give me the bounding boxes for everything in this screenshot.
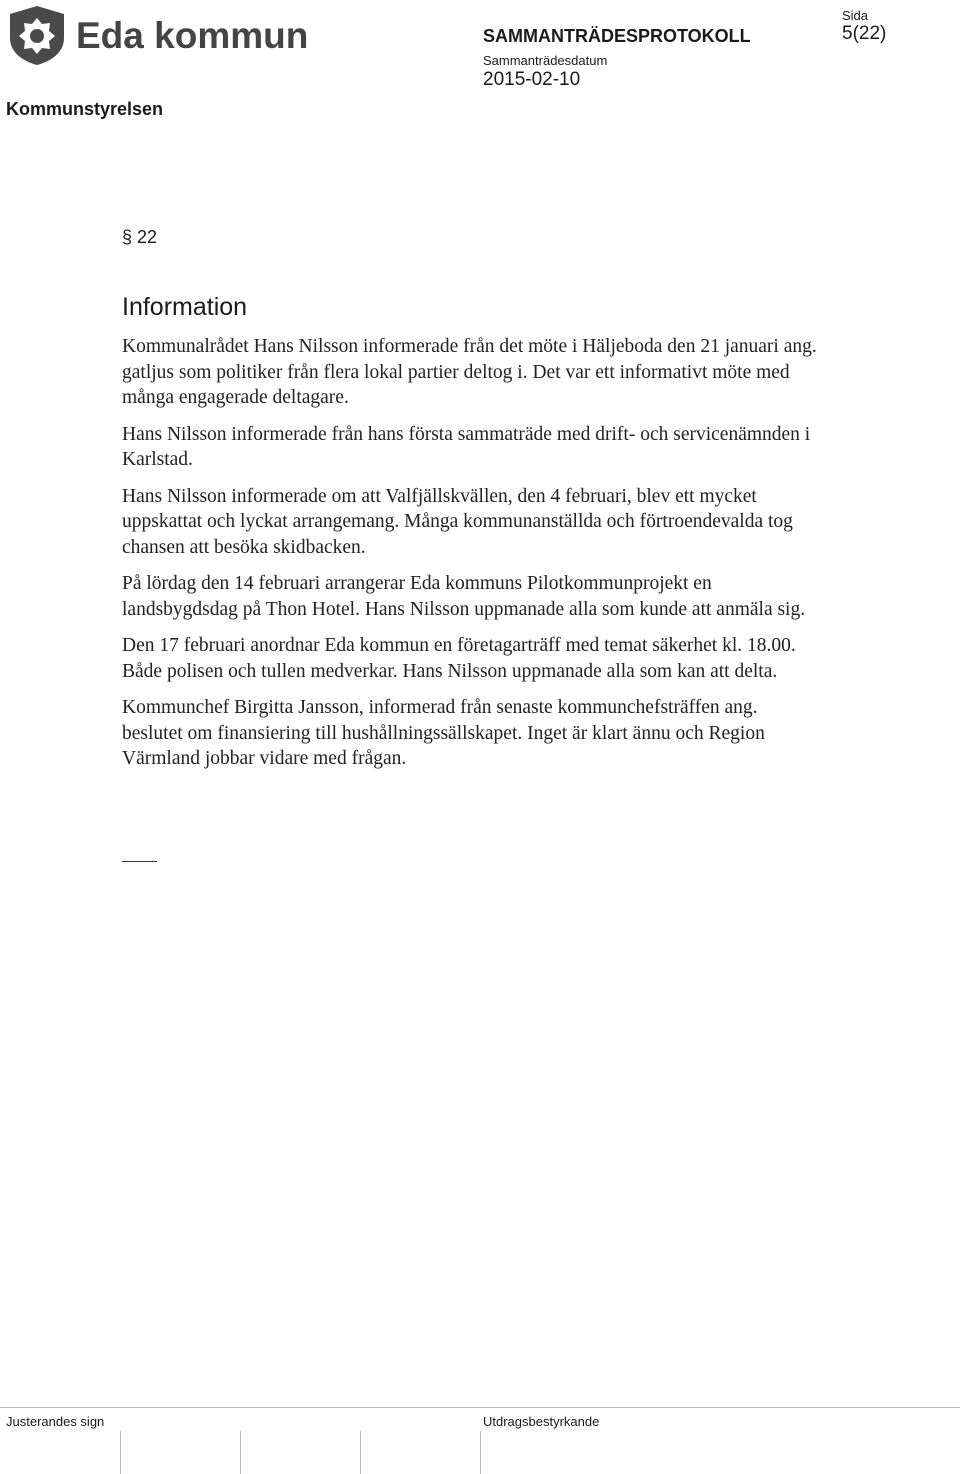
section-body <box>122 334 822 783</box>
eda-kommun-crest-icon <box>6 4 68 66</box>
paragraph: Kommunalrådet Hans Nilsson informerade från det möte i Häljeboda den 21 januari ang. gatljus som politiker från flera lokal partier deltog i. Det var ett informativt möte med många engagerade deltagare. <box>122 336 817 408</box>
footer-divider <box>0 1407 960 1408</box>
paragraph: Hans Nilsson informerade om att Valfjällskvällen, den 4 februari, blev ett mycket uppskattat och lyckat arrangemang. Många kommunanställda och förtroendevalda tog chansen att besöka skidbacken. <box>122 485 793 558</box>
committee-name: Kommunstyrelsen <box>6 99 164 119</box>
meeting-date-label: Sammanträdesdatum <box>483 53 608 68</box>
section-end-rule <box>122 861 157 862</box>
document-type: SAMMANTRÄDESPROTOKOLL <box>483 26 751 46</box>
signature-label: Justerandes sign <box>6 1414 105 1429</box>
signature-box-divider <box>240 1431 241 1474</box>
page-label: Sida <box>842 8 869 23</box>
paragraph: Den 17 februari anordnar Eda kommun en företagarträff med temat säkerhet kl. 18.00. Både polisen och tullen medverkar. Hans Nilsson uppmanade alla som kan att delta. <box>122 635 796 682</box>
section-title: Information <box>122 293 248 321</box>
paragraph: Hans Nilsson informerade från hans första sammaträde med drift- och servicenämnden i Karlstad. <box>122 423 811 470</box>
signature-box-divider <box>360 1431 361 1474</box>
page-number: 5(22) <box>842 23 887 44</box>
paragraph: Kommunchef Birgitta Jansson, informerad från senaste kommunchefsträffen ang. beslutet om finansiering till hushållningssällskapet. Inget är klart ännu och Region Värmland jobbar vidare med frågan. <box>122 697 765 769</box>
paragraph: På lördag den 14 februari arrangerar Eda kommuns Pilotkommunprojekt en landsbygdsdag på Thon Hotel. Hans Nilsson uppmanade alla som kunde att anmäla sig. <box>122 573 806 620</box>
brand-name: Eda kommun <box>76 15 309 56</box>
meeting-date: 2015-02-10 <box>483 69 581 90</box>
certification-label: Utdragsbestyrkande <box>483 1414 600 1429</box>
signature-box-divider <box>120 1431 121 1474</box>
section-number: § 22 <box>122 227 158 247</box>
signature-box-divider <box>480 1431 481 1474</box>
